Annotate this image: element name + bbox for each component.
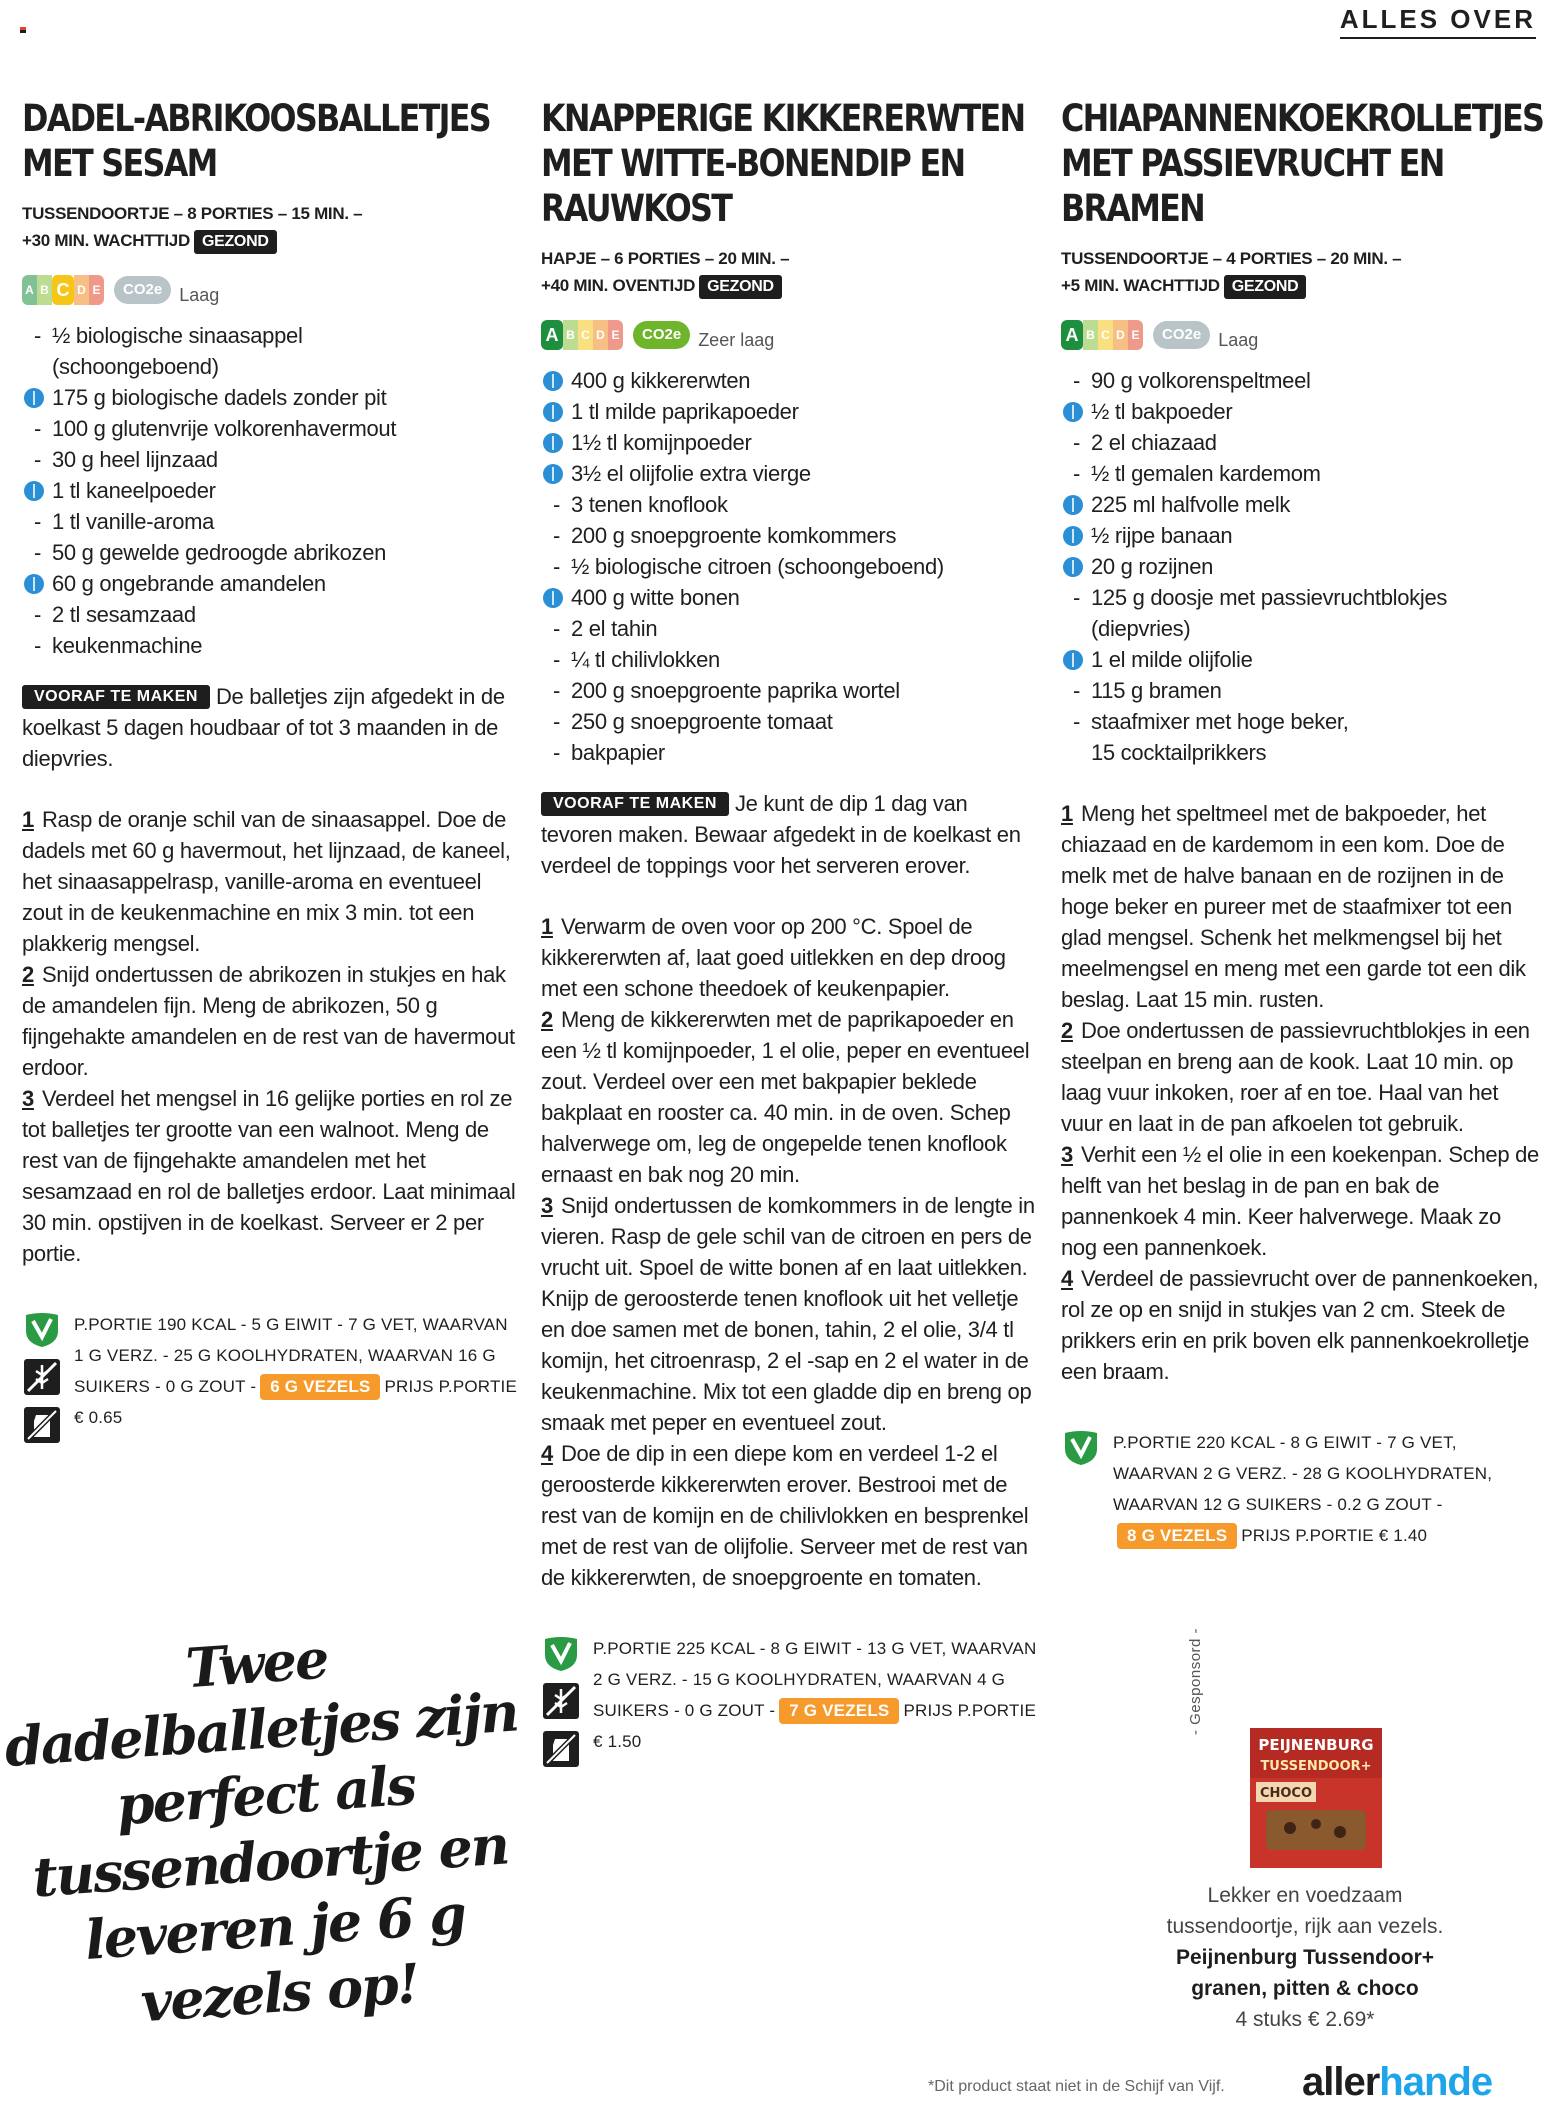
ingredient-text: 200 g snoepgroente komkommers [571, 523, 897, 548]
step-item [1061, 1263, 1541, 1387]
recipe-meta-line-1: TUSSENDOORTJE – 4 PORTIES – 20 MIN. – [1061, 249, 1402, 268]
sponsor-product-name: Peijnenburg Tussendoor+ [1175, 1946, 1435, 1969]
nutriscore-b: B [37, 275, 52, 305]
ingredient-text: 175 g biologische dadels zonder pit [52, 385, 387, 410]
recipe-meta [1061, 245, 1541, 299]
dash-bullet: - [34, 323, 42, 348]
recipe-meta-line-2 [541, 272, 1041, 299]
ingredient-item [541, 396, 1041, 427]
step-number: 1 [1061, 801, 1073, 826]
info-dot-icon [543, 402, 563, 422]
ingredient-item [22, 475, 522, 506]
nutriscore-e: E [89, 275, 104, 305]
dash-bullet: - [1073, 585, 1081, 610]
recipe-meta-line-2 [22, 227, 522, 254]
recipe-meta-line-1: TUSSENDOORTJE – 8 PORTIES – 15 MIN. – [22, 204, 363, 223]
info-dot-icon [543, 433, 563, 453]
ingredient-item [541, 582, 1041, 613]
gluten-free-icon [541, 1681, 581, 1721]
product-image [1250, 1728, 1382, 1868]
step-number: 3 [1061, 1142, 1073, 1167]
ingredient-item [1061, 396, 1541, 427]
advance-text: Je kunt de dip 1 dag van tevoren maken. Bewaar afgedekt in de koelkast en verdeel de toppings voor het serveren erover. [541, 791, 1021, 878]
recipe-column-1 [22, 96, 522, 1445]
nutrition-text [593, 1633, 1041, 1769]
ingredient-item [1061, 520, 1541, 551]
step-item [22, 1083, 522, 1269]
ingredient-text: 1 tl vanille-aroma [52, 509, 215, 534]
ingredient-text: ½ tl bakpoeder [1091, 399, 1233, 424]
fiber-badge: 8 G VEZELS [1117, 1523, 1237, 1549]
step-text: Snijd ondertussen de komkommers in de lengte in vieren. Rasp de gele schil van de citroen en pers de vrucht uit. Spoel de witte bonen af en laat uitlekken. Knijp de geroosterde tenen knoflook uit het velletje en doe samen met de bonen, tahin, 2 el olie, 3/4 tl komijn, het citroenrasp, 2 el -sap en 2 el water in de keukenmachine. Mix tot een gladde dip en breng op smaak met peper en eventueel zout. [541, 1193, 1035, 1435]
ingredient-item [541, 675, 1041, 706]
advance-label: VOORAF TE MAKEN [541, 792, 729, 816]
product-line-text: TUSSENDOOR+ [1260, 1759, 1372, 1774]
ingredient-text: ½ tl gemalen kardemom [1091, 461, 1321, 486]
co2-badge: CO2e [1153, 321, 1210, 349]
step-item [541, 911, 1041, 1004]
step-item [541, 1190, 1041, 1438]
info-dot-icon [543, 464, 563, 484]
ingredient-item [22, 444, 522, 475]
vegan-icon [541, 1633, 581, 1673]
section-header: ALLES OVER [1340, 4, 1536, 39]
recipe-time-extra: +5 MIN. WACHTTIJD [1061, 276, 1220, 295]
dash-bullet: - [34, 602, 42, 627]
nutriscore-e: E [608, 320, 623, 350]
sponsor-text [1160, 1880, 1450, 2035]
dash-bullet: - [34, 509, 42, 534]
ingredient-text: 30 g heel lijnzaad [52, 447, 218, 472]
ingredient-item [541, 458, 1041, 489]
fiber-badge: 7 G VEZELS [779, 1698, 899, 1724]
sponsor-line-1: Lekker en voedzaam [1207, 1884, 1403, 1907]
step-item [1061, 1139, 1541, 1263]
steps-list [1061, 798, 1541, 1387]
ingredient-item [22, 413, 522, 444]
lactose-free-icon [22, 1405, 62, 1445]
dash-bullet: - [553, 709, 561, 734]
recipe-title: CHIAPANNENKOEKROLLETJES MET PASSIEVRUCHT EN BRAMEN [1061, 97, 1544, 230]
dash-bullet: - [553, 740, 561, 765]
ingredient-subtext: (diepvries) [1091, 616, 1191, 641]
step-item [541, 1004, 1041, 1190]
advance-text: De balletjes zijn afgedekt in de koelkast 5 dagen houdbaar of tot 3 maanden in de diepvries. [22, 684, 505, 771]
co2-badge: CO2e [114, 276, 171, 304]
ingredient-item [1061, 489, 1541, 520]
advance-note [22, 681, 522, 774]
ingredient-item [1061, 582, 1541, 644]
nutriscore-label [1061, 320, 1143, 350]
ingredient-item [1061, 427, 1541, 458]
handwritten-note: Twee dadelballetjes zijn perfect als tussendoortje en leveren je 6 g vezels op! [2, 1626, 520, 2035]
ingredient-text: ½ rijpe banaan [1091, 523, 1233, 548]
step-item [22, 804, 522, 959]
ingredient-text: 20 g rozijnen [1091, 554, 1214, 579]
dash-bullet: - [553, 647, 561, 672]
ingredient-item [541, 644, 1041, 675]
step-number: 2 [22, 962, 34, 987]
step-text: Snijd ondertussen de abrikozen in stukjes en hak de amandelen fijn. Meng de abrikozen, 50 g fijngehakte amandelen en de rest van de havermout erdoor. [22, 962, 515, 1080]
ingredient-text: 1 tl kaneelpoeder [52, 478, 216, 503]
fiber-badge: 6 G VEZELS [260, 1374, 380, 1400]
diet-icons [541, 1633, 585, 1769]
recipe-labels [541, 315, 1041, 355]
info-dot-icon [1063, 495, 1083, 515]
dash-bullet: - [34, 633, 42, 658]
ingredient-item [541, 365, 1041, 396]
nutriscore-a: A [541, 320, 563, 350]
ingredient-item [22, 382, 522, 413]
nutrition-text [1113, 1427, 1541, 1551]
ingredient-text: 1 tl milde paprikapoeder [571, 399, 799, 424]
ingredient-subtext: (schoongeboend) [52, 354, 219, 379]
dash-bullet: - [1073, 461, 1081, 486]
info-dot-icon [1063, 650, 1083, 670]
ingredient-text: 50 g gewelde gedroogde abrikozen [52, 540, 387, 565]
co2-badge: CO2e [633, 321, 690, 349]
info-dot-icon [1063, 557, 1083, 577]
price-per-portion: PRIJS P.PORTIE € 1.40 [1241, 1526, 1428, 1545]
ingredient-item [1061, 551, 1541, 582]
nutrition-values: P.PORTIE 190 KCAL - 5 G EIWIT - 7 G VET, WAARVAN 1 G VERZ. - 25 G KOOLHYDRATEN, WAARVAN 16 G SUIKERS - 0 G ZOUT - [74, 1315, 508, 1396]
ingredient-list [22, 320, 522, 661]
ingredient-item [22, 568, 522, 599]
step-number: 2 [541, 1007, 553, 1032]
recipe-title: DADEL-ABRIKOOSBALLETJES MET SESAM [22, 97, 490, 185]
step-item [1061, 798, 1541, 1015]
ingredient-item [22, 599, 522, 630]
step-item [541, 1438, 1041, 1593]
ingredient-item [22, 537, 522, 568]
ingredient-text: 100 g glutenvrije volkorenhavermout [52, 416, 397, 441]
dash-bullet: - [1073, 678, 1081, 703]
recipe-column-3 [1061, 96, 1544, 1551]
nutrition-info [541, 1633, 1041, 1769]
ingredient-text: 2 el tahin [571, 616, 658, 641]
nutriscore-c: C [1098, 320, 1113, 350]
ingredient-item [541, 737, 1041, 768]
step-text: Verhit een ½ el olie in een koekenpan. Schep de helft van het beslag in de pan en bak de pannenkoek 4 min. Keer halverwege. Maak zo nog een pannenkoek. [1061, 1142, 1539, 1260]
step-number: 3 [22, 1086, 34, 1111]
health-badge: GEZOND [194, 230, 277, 254]
health-badge: GEZOND [699, 275, 782, 299]
nutrition-info [1061, 1427, 1541, 1551]
info-dot-icon [1063, 402, 1083, 422]
sponsor-product-variant: granen, pitten & choco [1191, 1977, 1419, 2000]
recipe-labels [22, 270, 522, 310]
co2-level-text: Laag [1218, 329, 1259, 350]
dash-bullet: - [1073, 709, 1081, 734]
sponsor-price: 4 stuks € 2.69* [1235, 2008, 1375, 2031]
ingredient-item [1061, 458, 1541, 489]
ingredient-text: bakpapier [571, 740, 665, 765]
ingredient-item [22, 630, 522, 661]
ingredient-text: 400 g kikkererwten [571, 368, 751, 393]
step-number: 1 [541, 914, 553, 939]
nutriscore-d: D [74, 275, 89, 305]
footnote: *Dit product staat niet in de Schijf van Vijf. [928, 2078, 1225, 2095]
ingredient-text: 1 el milde olijfolie [1091, 647, 1253, 672]
brand-part-2: hande [1379, 2060, 1493, 2104]
nutriscore-b: B [563, 320, 578, 350]
ingredient-list [1061, 365, 1541, 768]
nutriscore-c: C [578, 320, 593, 350]
price-per-portion: PRIJS P.PORTIE € 0.65 [74, 1377, 518, 1427]
product-flavor-text: CHOCO [1259, 1786, 1313, 1801]
recipe-time-extra: +30 MIN. WACHTTIJD [22, 231, 190, 250]
step-text: Verdeel de passievrucht over de pannenkoeken, rol ze op en snijd in stukjes van 2 cm. Steek de prikkers erin en prik boven elk pannenkoekrolletje een braam. [1061, 1266, 1539, 1384]
step-text: Rasp de oranje schil van de sinaasappel. Doe de dadels met 60 g havermout, het lijnzaad, de kaneel, het sinaasappelrasp, vanille-aroma en eventueel zout in de keukenmachine en mix 3 min. tot een plakkerig mengsel. [22, 807, 511, 956]
ingredient-item [1061, 644, 1541, 675]
advance-label: VOORAF TE MAKEN [22, 685, 210, 709]
nutriscore-a: A [22, 275, 37, 305]
nutriscore-label [22, 275, 104, 305]
ingredient-text: 1½ tl komijnpoeder [571, 430, 752, 455]
recipe-meta-line-2 [1061, 272, 1541, 299]
dash-bullet: - [553, 492, 561, 517]
dash-bullet: - [34, 416, 42, 441]
nutriscore-d: D [593, 320, 608, 350]
diet-icons [1061, 1427, 1105, 1551]
vegan-icon [1061, 1427, 1101, 1467]
ingredient-text: 60 g ongebrande amandelen [52, 571, 326, 596]
dash-bullet: - [553, 678, 561, 703]
step-number: 3 [541, 1193, 553, 1218]
corner-mark [20, 20, 26, 26]
ingredient-item [541, 427, 1041, 458]
info-dot-icon [543, 371, 563, 391]
nutriscore-b: B [1083, 320, 1098, 350]
nutrition-text [74, 1309, 522, 1445]
ingredient-item [22, 506, 522, 537]
brand-part-1: aller [1302, 2060, 1380, 2104]
recipe-meta-line-1: HAPJE – 6 PORTIES – 20 MIN. – [541, 249, 790, 268]
recipe-column-2 [541, 96, 1041, 1769]
ingredient-item [541, 520, 1041, 551]
step-text: Meng de kikkererwten met de paprikapoeder en een ½ tl komijnpoeder, 1 el olie, peper en eventueel zout. Verdeel over een met bakpapier beklede bakplaat en rooster ca. 40 min. in de oven. Schep halverwege om, leg de ongepelde tenen knoflook ernaast en bak nog 20 min. [541, 1007, 1030, 1187]
ingredient-list [541, 365, 1041, 768]
step-text: Doe ondertussen de passievruchtblokjes in een steelpan en breng aan de kook. Laat 10 min. op laag vuur inkoken, roer af en toe. Haal van het vuur en laat in de pan afkoelen tot gebruik. [1061, 1018, 1530, 1136]
ingredient-text: keukenmachine [52, 633, 203, 658]
step-number: 2 [1061, 1018, 1073, 1043]
nutriscore-c: C [52, 275, 74, 305]
nutrition-values: P.PORTIE 225 KCAL - 8 G EIWIT - 13 G VET, WAARVAN 2 G VERZ. - 15 G KOOLHYDRATEN, WAARVAN 4 G SUIKERS - 0 G ZOUT - [593, 1639, 1037, 1720]
ingredient-item [541, 613, 1041, 644]
recipe-time-extra: +40 MIN. OVENTIJD [541, 276, 696, 295]
ingredient-item [541, 551, 1041, 582]
ingredient-text: 90 g volkorenspeltmeel [1091, 368, 1311, 393]
lactose-free-icon [541, 1729, 581, 1769]
ingredient-text: 400 g witte bonen [571, 585, 740, 610]
ingredient-item [1061, 706, 1541, 768]
steps-list [22, 804, 522, 1269]
info-dot-icon [1063, 526, 1083, 546]
gluten-free-icon [22, 1357, 62, 1397]
nutriscore-d: D [1113, 320, 1128, 350]
nutrition-info [22, 1309, 522, 1445]
ingredient-text: staafmixer met hoge beker, [1091, 709, 1349, 734]
dash-bullet: - [34, 447, 42, 472]
ingredient-text: 250 g snoepgroente tomaat [571, 709, 833, 734]
vegan-icon [22, 1309, 62, 1349]
ingredient-item [1061, 675, 1541, 706]
step-text: Verdeel het mengsel in 16 gelijke porties en rol ze tot balletjes ter grootte van een walnoot. Meng de rest van de fijngehakte amandelen met het sesamzaad en rol de balletjes erdoor. Laat minimaal 30 min. opstijven in de koelkast. Serveer er 2 per portie. [22, 1086, 516, 1266]
product-brand-text: PEIJNENBURG [1258, 1736, 1374, 1754]
ingredient-text: ½ biologische sinaasappel [52, 323, 303, 348]
ingredient-subtext: 15 cocktailprikkers [1091, 740, 1267, 765]
nutriscore-e: E [1128, 320, 1143, 350]
ingredient-text: ¼ tl chilivlokken [571, 647, 720, 672]
step-item [1061, 1015, 1541, 1139]
ingredient-item [1061, 365, 1541, 396]
ingredient-text: 115 g bramen [1091, 678, 1222, 703]
ingredient-item [541, 706, 1041, 737]
diet-icons [22, 1309, 66, 1445]
nutrition-values: P.PORTIE 220 KCAL - 8 G EIWIT - 7 G VET, WAARVAN 2 G VERZ. - 28 G KOOLHYDRATEN, WAARVAN 12 G SUIKERS - 0.2 G ZOUT - [1113, 1433, 1493, 1514]
ingredient-text: 225 ml halfvolle melk [1091, 492, 1291, 517]
step-item [22, 959, 522, 1083]
sponsored-label: - Gesponsord - [1187, 1627, 1204, 1735]
ingredient-item [22, 320, 522, 382]
info-dot-icon [24, 574, 44, 594]
dash-bullet: - [553, 616, 561, 641]
recipe-meta [22, 200, 522, 254]
step-text: Meng het speltmeel met de bakpoeder, het chiazaad en de kardemom in een kom. Doe de melk met de halve banaan en de rozijnen in de hoge beker en pureer met de staafmixer tot een glad mengsel. Schenk het melkmengsel bij het meelmengsel en meng met een garde tot een dik beslag. Laat 15 min. rusten. [1061, 801, 1526, 1012]
dash-bullet: - [553, 554, 561, 579]
brand-logo [1302, 2060, 1492, 2105]
recipe-meta [541, 245, 1041, 299]
ingredient-text: 3½ el olijfolie extra vierge [571, 461, 811, 486]
dash-bullet: - [1073, 368, 1081, 393]
price-per-portion: PRIJS P.PORTIE € 1.50 [593, 1701, 1037, 1751]
step-number: 4 [541, 1441, 553, 1466]
ingredient-text: 3 tenen knoflook [571, 492, 728, 517]
ingredient-text: ½ biologische citroen (schoongeboend) [571, 554, 944, 579]
step-text: Verwarm de oven voor op 200 °C. Spoel de kikkererwten af, laat goed uitlekken en dep droog met een schone theedoek of keukenpapier. [541, 914, 1006, 1001]
info-dot-icon [24, 481, 44, 501]
recipe-title: KNAPPERIGE KIKKERERWTEN MET WITTE-BONENDIP EN RAUWKOST [541, 97, 1025, 230]
ingredient-text: 200 g snoepgroente paprika wortel [571, 678, 900, 703]
sponsor-line-2: tussendoortje, rijk aan vezels. [1166, 1915, 1444, 1938]
co2-level-text: Zeer laag [698, 329, 775, 350]
nutriscore-label [541, 320, 623, 350]
ingredient-text: 2 tl sesamzaad [52, 602, 196, 627]
co2-level-text: Laag [179, 284, 220, 305]
info-dot-icon [24, 388, 44, 408]
advance-note [541, 788, 1041, 881]
dash-bullet: - [553, 523, 561, 548]
ingredient-item [541, 489, 1041, 520]
steps-list [541, 911, 1041, 1593]
step-number: 1 [22, 807, 34, 832]
ingredient-text: 125 g doosje met passievruchtblokjes [1091, 585, 1448, 610]
ingredient-text: 2 el chiazaad [1091, 430, 1217, 455]
recipe-labels [1061, 315, 1541, 355]
dash-bullet: - [34, 540, 42, 565]
dash-bullet: - [1073, 430, 1081, 455]
health-badge: GEZOND [1224, 275, 1307, 299]
step-text: Doe de dip in een diepe kom en verdeel 1-2 el geroosterde kikkererwten erover. Bestrooi met de rest van de komijn en de chilivlokken en besprenkel met de rest van de olijfolie. Serveer met de rest van de kikkererwten, de snoepgroente en tomaten. [541, 1441, 1029, 1590]
info-dot-icon [543, 588, 563, 608]
step-number: 4 [1061, 1266, 1073, 1291]
nutriscore-a: A [1061, 320, 1083, 350]
